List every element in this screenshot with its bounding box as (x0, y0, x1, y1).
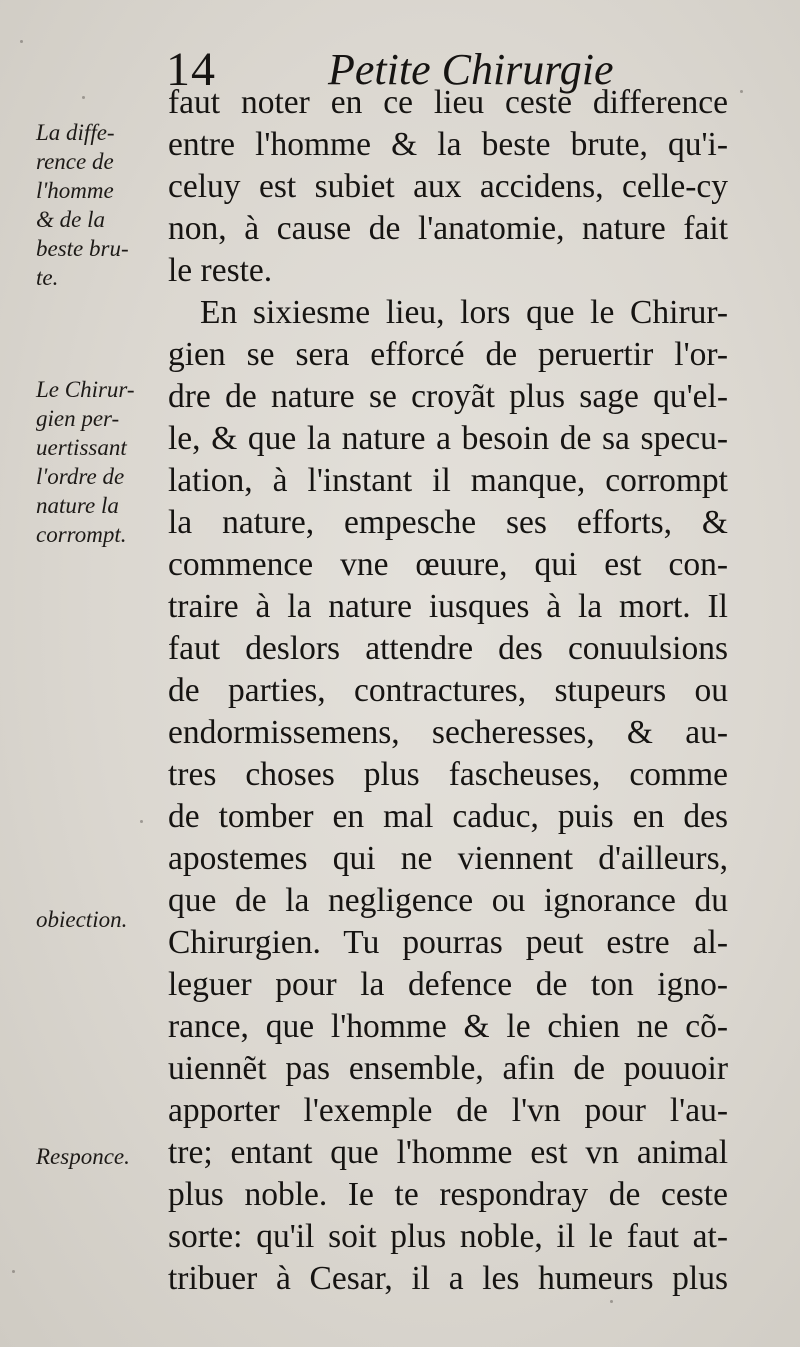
text-line: tre; entant que l'homme est vn animal (168, 1134, 728, 1171)
margin-note-line: corrompt. (36, 522, 127, 547)
margin-note-line: l'homme (36, 178, 114, 203)
text-line: dre de nature se croyãt plus sage qu'el- (168, 378, 728, 415)
margin-note-line: gien per- (36, 406, 120, 431)
text-line: non, à cause de l'anatomie, nature fait (168, 210, 728, 247)
paper-speck (610, 1300, 613, 1303)
margin-note-line: Le Chirur- (36, 377, 135, 402)
paper-speck (12, 1270, 15, 1273)
paper-speck (20, 40, 23, 43)
margin-note-line: Responce. (36, 1144, 130, 1169)
text-line: le, & que la nature a besoin de sa specu- (168, 420, 728, 457)
text-line: de tomber en mal caduc, puis en des (168, 798, 728, 835)
text-line: leguer pour la defence de ton igno- (168, 966, 728, 1003)
text-line: commence vne œuure, qui est con- (168, 546, 728, 583)
margin-note-difference (36, 118, 129, 292)
margin-note-surgeon (36, 375, 135, 549)
margin-note-objection (36, 905, 127, 934)
text-line: Chirurgien. Tu pourras peut estre al- (168, 924, 728, 961)
text-line: entre l'homme & la beste brute, qu'i- (168, 126, 728, 163)
text-line: apostemes qui ne viennent d'ailleurs, (168, 840, 728, 877)
text-line: la nature, empesche ses efforts, & (168, 504, 728, 541)
text-line: sorte: qu'il soit plus noble, il le faut at- (168, 1218, 728, 1255)
text-line: endormissemens, secheresses, & au- (168, 714, 728, 751)
text-line: uiennẽt pas ensemble, afin de pouuoir (168, 1050, 728, 1087)
margin-note-line: La diffe- (36, 120, 115, 145)
text-line: faut deslors attendre des conuulsions (168, 630, 728, 667)
margin-note-line: uertissant (36, 435, 127, 460)
text-line: tribuer à Cesar, il a les humeurs plus (168, 1260, 728, 1297)
text-line: lation, à l'instant il manque, corrompt (168, 462, 728, 499)
text-line: apporter l'exemple de l'vn pour l'au- (168, 1092, 728, 1129)
margin-note-line: obiection. (36, 907, 128, 932)
text-line: que de la negligence ou ignorance du (168, 882, 728, 919)
page-number: 14 (166, 43, 216, 96)
margin-note-line: rence de (36, 149, 114, 174)
margin-note-line: l'ordre de (36, 464, 125, 489)
text-line: En sixiesme lieu, lors que le Chirur- (200, 294, 728, 331)
body-text (168, 82, 728, 1300)
margin-note-line: te. (36, 265, 59, 290)
text-line: le reste. (168, 252, 273, 289)
margin-note-response (36, 1142, 130, 1171)
text-line: celuy est subiet aux accidens, celle-cy (168, 168, 728, 205)
text-line: rance, que l'homme & le chien ne cõ- (168, 1008, 728, 1045)
margin-note-line: beste bru- (36, 236, 129, 261)
paper-speck (140, 820, 143, 823)
text-line: de parties, contractures, stupeurs ou (168, 672, 728, 709)
text-line: faut noter en ce lieu ceste difference (168, 84, 728, 121)
running-head: Petite Chirurgie (328, 45, 614, 94)
text-line: gien se sera efforcé de peruertir l'or- (168, 336, 728, 373)
text-line: plus noble. Ie te respondray de ceste (168, 1176, 728, 1213)
text-line: tres choses plus fascheuses, comme (168, 756, 728, 793)
paper-speck (82, 96, 85, 99)
margin-note-line: nature la (36, 493, 119, 518)
paper-speck (740, 90, 743, 93)
margin-note-line: & de la (36, 207, 105, 232)
text-line: traire à la nature iusques à la mort. Il (168, 588, 728, 625)
